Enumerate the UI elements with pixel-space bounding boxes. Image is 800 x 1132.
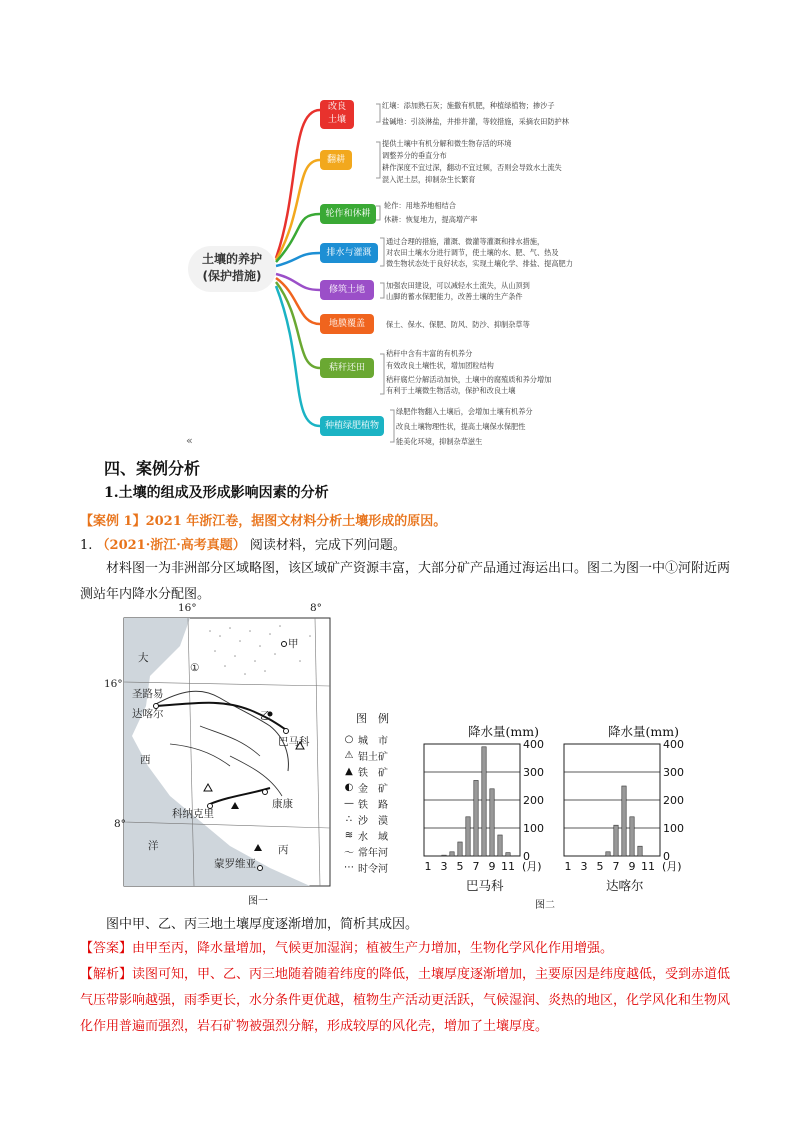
analysis-text: 读图可知，甲、乙、丙三地随着随着纬度的降低，土壤厚度逐渐增加，主要原因是纬度越低，受到赤道低气压带影响越强，雨季更长，水分条件更优越，植物生产活动更活跃，气候湿润、炎热的地区，化学风化和生物风化作用普遍而强烈，岩石矿物被强烈分解，形成较厚的风化壳，增加了土壤厚度。 (80, 967, 731, 1034)
legend-item-city (340, 732, 388, 747)
mind-map-center-node (188, 246, 276, 292)
legend-item-water (340, 828, 388, 843)
bar-8 (622, 786, 626, 856)
bar-5 (458, 842, 462, 856)
city-icon: ○ (344, 734, 354, 745)
answer-text: 由甲至丙，降水量增加，气候更加湿润；植被生产力增加，生物化学风化作用增强。 (132, 941, 614, 956)
x-tick-label: 1 (564, 860, 572, 873)
map-coord-top-left: 16° (178, 602, 197, 614)
mind-map-detail: 加强农田建设，可以减轻水土流失，从山顶到 (386, 281, 530, 290)
legend-item-iron (340, 764, 388, 779)
mind-map-detail: 红壤：添加熟石灰；施撒有机肥，种植绿植物；掺沙子 (382, 101, 555, 110)
chart-bamako-plot (420, 720, 560, 900)
mind-map-detail: 有效改良土壤性状，增加团粒结构 (386, 361, 494, 370)
x-tick-label: 3 (440, 860, 448, 873)
mind-map-branch-mulching: 地膜覆盖 (320, 314, 374, 334)
map-coord-left-8: 8° (114, 818, 126, 830)
bauxite-icon: ⚠ (344, 750, 354, 761)
iron-ore-icon: ▲ (345, 766, 353, 777)
railway-icon: — (344, 798, 354, 809)
mind-map-detail: 混入泥土层，抑制杂生长繁育 (382, 175, 476, 184)
mind-map-detail: 保土、保水、保肥、防风、防沙、抑制杂草等 (386, 320, 530, 329)
mind-map-center-label: 土壤的养护 (保护措施) (201, 252, 262, 283)
x-tick-label: 9 (488, 860, 496, 873)
chart-dakar-ylabel: 降水量(mm) (608, 724, 679, 739)
bar-10 (498, 835, 502, 856)
x-tick-label: 1 (424, 860, 432, 873)
chart-dakar (560, 720, 700, 900)
y-tick-label: 100 (523, 822, 544, 835)
y-tick-label: 0 (663, 850, 670, 863)
x-tick-label: 5 (456, 860, 464, 873)
bar-10 (638, 846, 642, 856)
legend-item-bauxite (340, 748, 388, 763)
mind-map-detail: 绿肥作物翻入土壤后，会增加土壤有机养分 (396, 407, 533, 416)
map-coord-top-right: 8° (310, 602, 322, 614)
analysis-block (80, 962, 740, 1040)
mind-map-detail: 秸秆腐烂分解活动加快，土壤中的腐殖质和养分增加 (386, 375, 552, 384)
map-caption: 图一 (248, 896, 268, 907)
y-tick-label: 400 (663, 738, 684, 751)
map-label-ocean-3: 洋 (148, 840, 159, 852)
map-label-dakar: 达喀尔 (132, 708, 164, 720)
question-source: （2021·浙江·高考真题） (96, 538, 246, 553)
mind-map-detail: 秸秆中含有丰富的有机养分 (386, 349, 473, 358)
legend-label: 铝土矿 (358, 752, 388, 763)
legend-title: 图 例 (356, 712, 389, 725)
mind-map-branch-green-manure: 种植绿肥植物 (320, 416, 384, 436)
mind-map-detail: 改良土壤物理性状，提高土壤保水保肥性 (396, 422, 526, 431)
section-title: 四、案例分析 (104, 459, 201, 478)
bar-3 (442, 855, 446, 856)
map-label-ocean-2: 西 (140, 754, 151, 766)
map-figure (104, 602, 340, 907)
legend-label: 沙 漠 (358, 816, 388, 827)
bar-7 (614, 825, 618, 856)
x-tick-label: 9 (628, 860, 636, 873)
mind-map-branch-improve-soil: 改良 土壤 (320, 100, 354, 129)
legend-label: 水 域 (358, 832, 388, 843)
mind-map-detail: 能美化环境，抑制杂草滋生 (396, 437, 483, 446)
y-tick-label: 200 (523, 794, 544, 807)
bar-11 (506, 853, 510, 856)
question-header (80, 534, 406, 553)
x-tick-label: 5 (596, 860, 604, 873)
analysis-tag: 【解析】 (80, 967, 133, 982)
mind-map-detail: 通过合理的措施，灌溉、微灌等灌溉和排水措施， (386, 237, 545, 246)
legend-item-desert (340, 812, 388, 827)
map-label-jia: 甲 (288, 638, 299, 650)
chart-dakar-plot (560, 720, 700, 900)
mind-map-detail: 休耕：恢复地力，提高增产率 (384, 215, 478, 224)
legend-item-seasonal-river (340, 860, 388, 875)
x-tick-label: 3 (580, 860, 588, 873)
chart-bamako-title: 巴马科 (466, 878, 504, 893)
map-label-ocean-1: 大 (138, 652, 149, 664)
legend-item-gold (340, 780, 388, 795)
y-tick-label: 400 (523, 738, 544, 751)
material-text: 材料图一为非洲部分区域略图，该区域矿产资源丰富，大部分矿产品通过海运出口。图二为图一中①河附近两测站年内降水分配图。 (80, 561, 731, 602)
answer-block (80, 936, 740, 962)
gold-ore-icon: ◐ (344, 782, 354, 793)
map-label-yi: 乙 (260, 710, 271, 722)
chart-dakar-title: 达喀尔 (606, 878, 644, 893)
mind-map-branch-straw: 秸秆还田 (320, 358, 374, 378)
mind-map-detail: 微生物状态处于良好状态，实现土壤化学、排盐、提高肥力 (386, 259, 573, 268)
water-icon: ≋ (344, 830, 354, 841)
mind-map-detail: 耕作深度不宜过深，翻动不宜过频，否则会导致水土流失 (382, 163, 562, 172)
mind-map-detail: 调整养分的垂直分布 (382, 151, 447, 160)
legend-label: 铁 矿 (358, 768, 388, 779)
mind-map-detail: 提供土壤中有机分解和微生物存活的环境 (382, 139, 512, 148)
x-tick-label: 11 (501, 860, 515, 873)
map-label-bing: 丙 (278, 844, 289, 856)
y-tick-label: 200 (663, 794, 684, 807)
legend-label: 常年河 (358, 848, 388, 859)
seasonal-river-icon: ⋯ (344, 862, 354, 873)
y-tick-label: 0 (523, 850, 530, 863)
mind-map-branch-rotation: 轮作和休耕 (320, 204, 376, 224)
x-tick-label: 11 (641, 860, 655, 873)
x-tick-label: 7 (612, 860, 620, 873)
map-label-bamako: 巴马科 (278, 736, 310, 748)
y-tick-label: 300 (523, 766, 544, 779)
legend-label: 城 市 (358, 736, 388, 747)
mind-map-detail: 有利于土壤微生物活动，保护和改良土壤 (386, 386, 516, 395)
map-label-saint-louis: 圣路易 (132, 688, 164, 700)
perennial-river-icon: 〜 (344, 848, 354, 859)
chart-bamako (420, 720, 560, 900)
map-label-conakry: 科纳克里 (172, 808, 214, 820)
bar-4 (450, 852, 454, 856)
mind-map-detail: 轮作：用地养地相结合 (384, 201, 456, 210)
collapse-arrow-icon[interactable]: « (186, 434, 193, 447)
legend-label: 时令河 (358, 864, 388, 875)
bar-9 (490, 789, 494, 856)
map-coord-left-16: 16° (104, 678, 123, 690)
answer-tag: 【答案】 (80, 941, 133, 956)
mind-map-branch-terracing: 修筑土地 (320, 280, 374, 300)
mind-map-detail: 盐碱地：引淡淋盐，井排井灌，等较措施，采摘农田防护林 (382, 117, 569, 126)
x-tick-label: 7 (472, 860, 480, 873)
legend-label: 金 矿 (358, 784, 388, 795)
map-label-kankan: 康康 (272, 798, 293, 810)
bar-7 (474, 780, 478, 856)
mind-map-branch-drainage: 排水与灌溉 (320, 243, 378, 263)
mind-map (180, 90, 600, 450)
x-axis-unit: (月) (522, 860, 542, 873)
chart-caption: 图二 (535, 900, 555, 911)
legend-label: 铁 路 (358, 800, 388, 811)
legend-item-perennial-river (340, 844, 388, 859)
desert-icon: ∴ (345, 814, 353, 825)
question-number: 1. (80, 538, 93, 553)
mind-map-detail: 山脚的蓄水保肥能力，改善土壤的生产条件 (386, 292, 523, 301)
question-text: 图中甲、乙、丙三地土壤厚度逐渐增加，简析其成因。 (106, 917, 419, 932)
subsection-title: 1.土壤的组成及形成影响因素的分析 (104, 485, 329, 501)
map-label-monrovia: 蒙罗维亚 (214, 858, 256, 870)
chart-bamako-ylabel: 降水量(mm) (468, 724, 539, 739)
y-tick-label: 100 (663, 822, 684, 835)
question-instruction: 阅读材料，完成下列问题。 (249, 538, 406, 553)
bar-9 (630, 817, 634, 856)
mind-map-branch-tillage: 翻耕 (320, 150, 352, 170)
bar-6 (466, 817, 470, 856)
bar-6 (606, 852, 610, 856)
legend-item-railway (340, 796, 388, 811)
mind-map-detail: 对农田土壤水分进行调节，使土壤的水、肥、气、热及 (386, 248, 559, 257)
map-label-river-1: ① (190, 662, 200, 674)
bar-8 (482, 747, 486, 856)
map-legend (340, 710, 414, 890)
case-title: 【案例 1】2021 年浙江卷，据图文材料分析土壤形成的原因。 (80, 514, 447, 529)
y-tick-label: 300 (663, 766, 684, 779)
x-axis-unit: (月) (662, 860, 682, 873)
